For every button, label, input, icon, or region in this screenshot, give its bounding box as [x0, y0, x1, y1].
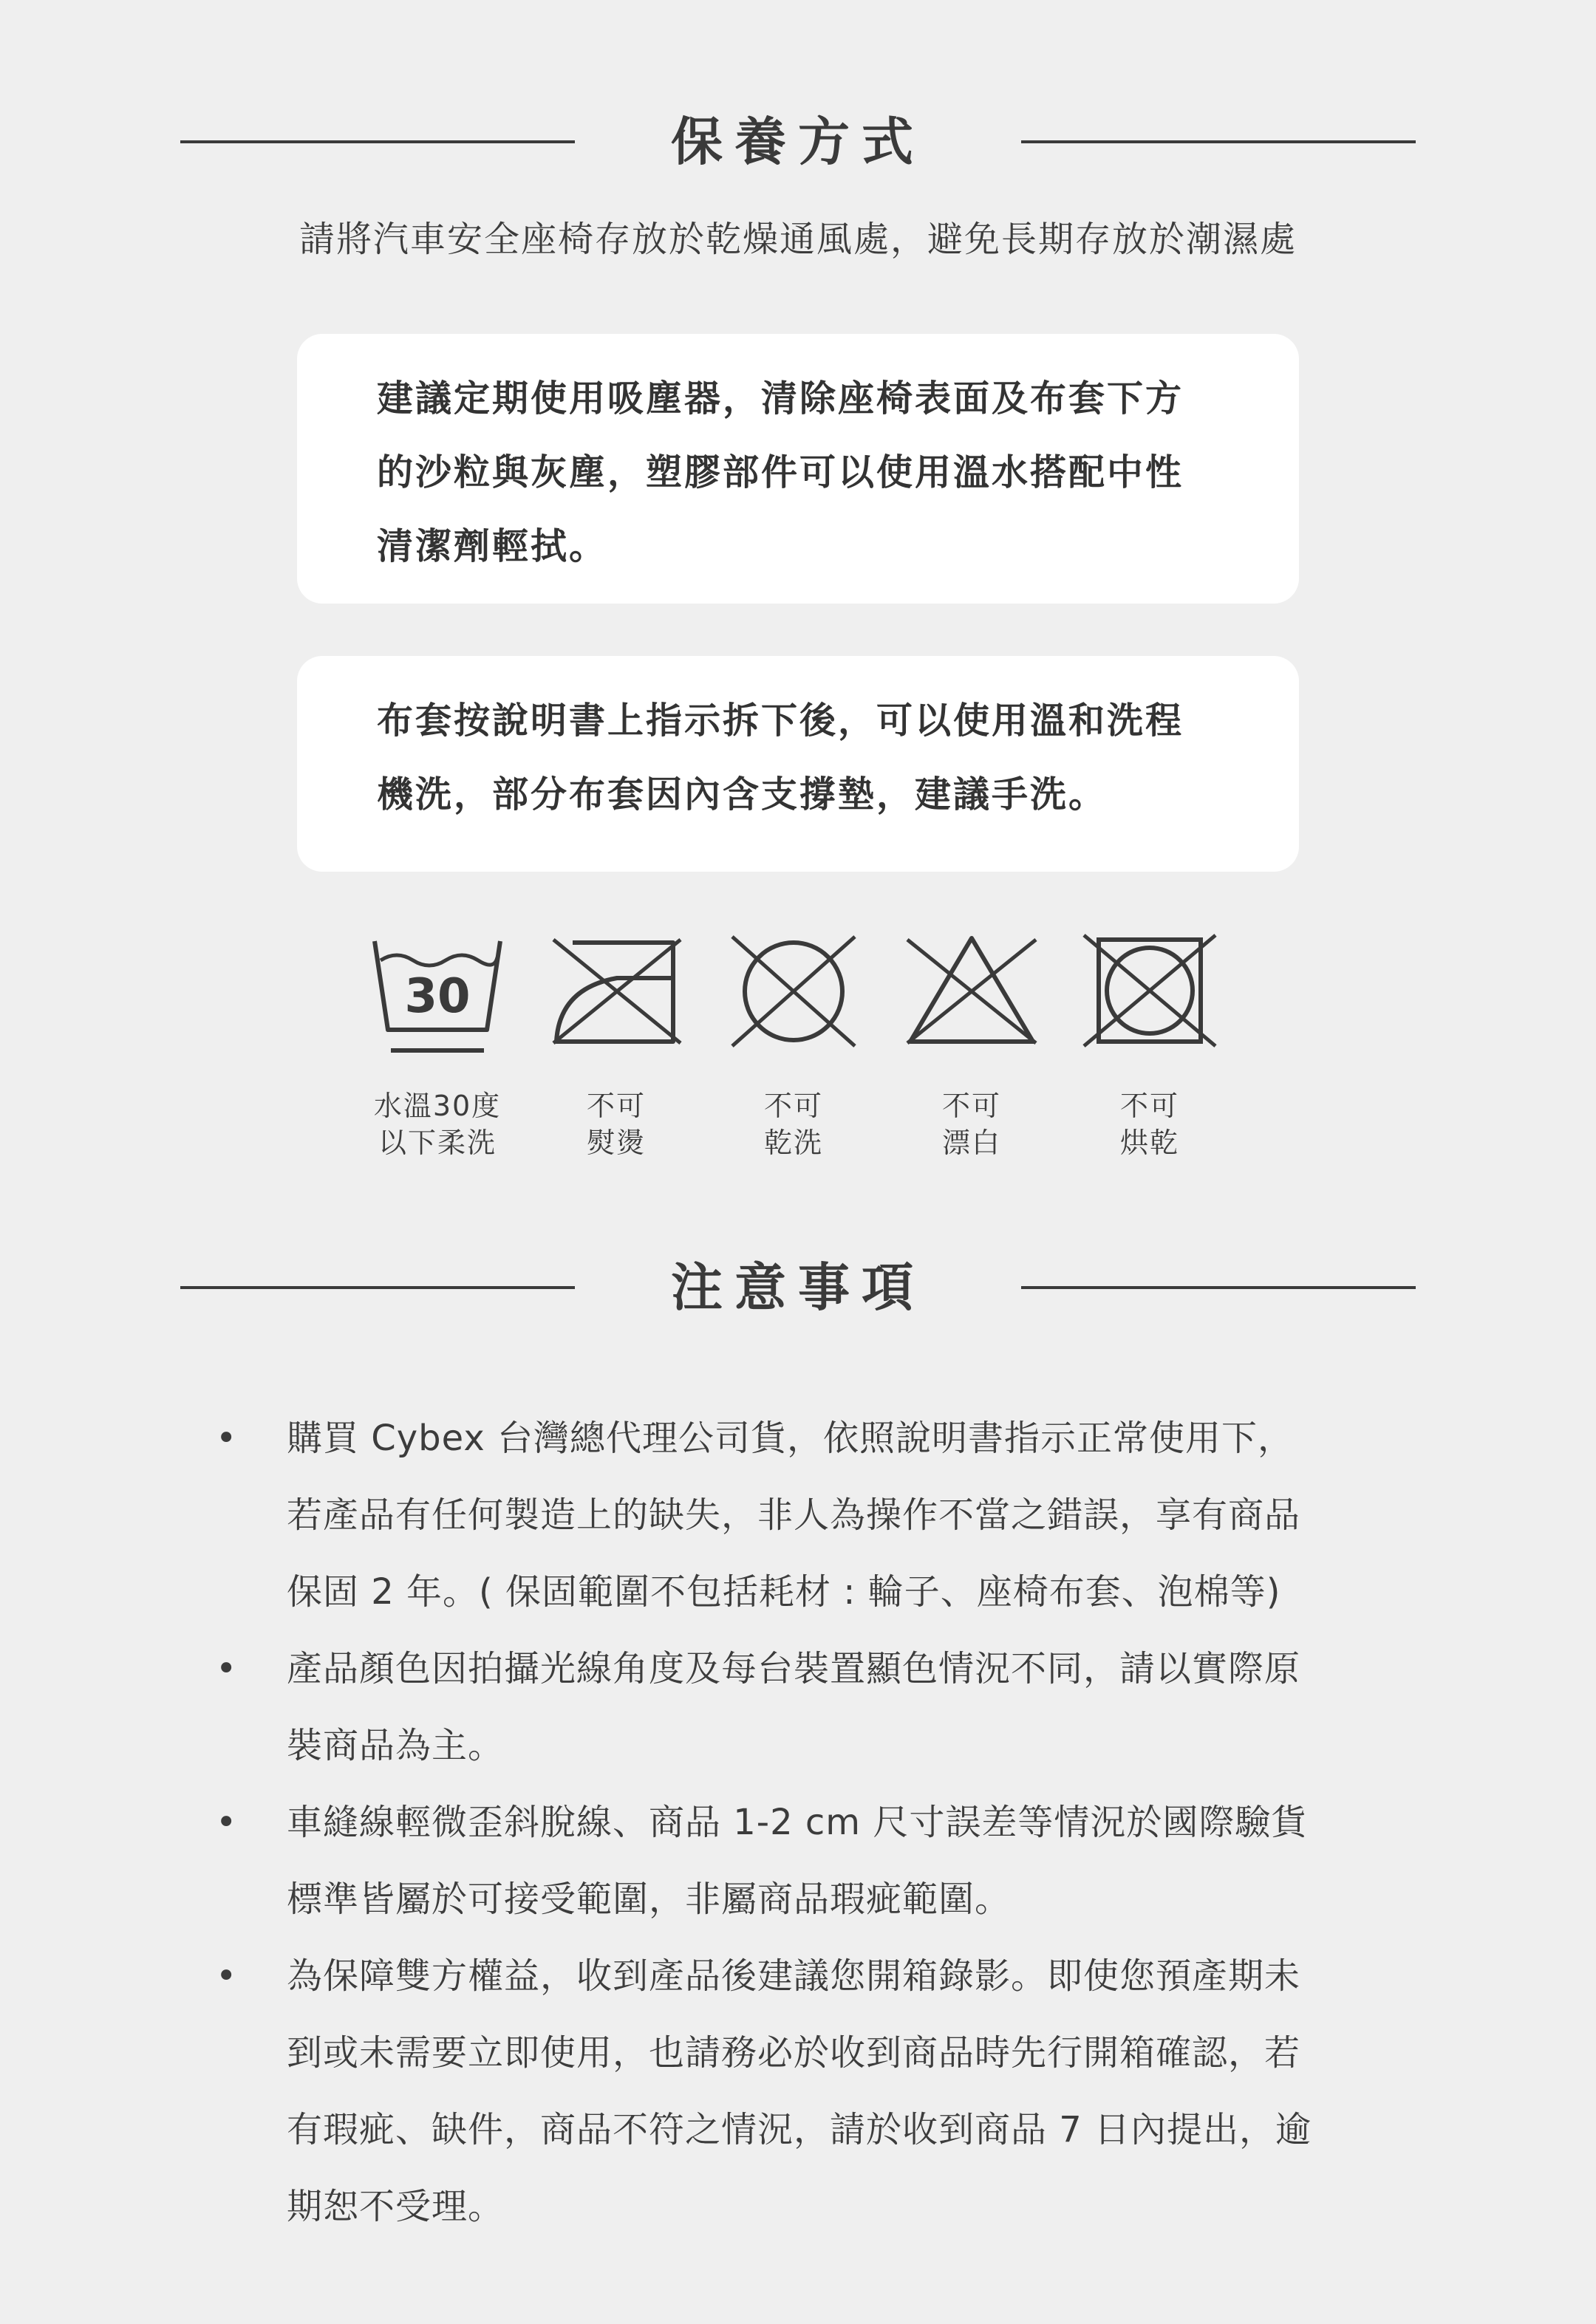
no-bleach-icon [901, 932, 1042, 1058]
notes-heading-title: 注意事項 [671, 1257, 925, 1318]
note-line: 為保障雙方權益，收到產品後建議您開箱錄影。即使您預產期未 [287, 1955, 1301, 1997]
symbol-no-iron [528, 932, 705, 1161]
note-line: 購買 Cybex 台灣總代理公司貨，依照說明書指示正常使用下， [287, 1418, 1295, 1459]
list-item [0, 1400, 1596, 1630]
symbol-label [1061, 1087, 1238, 1161]
heading-rule-right [1021, 140, 1416, 143]
symbol-label-line: 熨燙 [586, 1127, 646, 1159]
notes-list [0, 1400, 1596, 2245]
heading-rule-right [1021, 1286, 1416, 1289]
care-card-text [377, 684, 1241, 832]
list-item [0, 1784, 1596, 1938]
care-intro-text: 請將汽車安全座椅存放於乾燥通風處，避免長期存放於潮濕處 [299, 219, 1297, 260]
note-line: 產品顏色因拍攝光線角度及每台裝置顯色情況不同，請以實際原 [287, 1648, 1301, 1689]
list-item [0, 1938, 1596, 2245]
card-line: 清潔劑輕拭。 [377, 525, 608, 567]
bullet-icon: • [216, 1955, 237, 1997]
symbol-label [528, 1087, 705, 1161]
note-line: 若產品有任何製造上的缺失，非人為操作不當之錯誤，享有商品 [287, 1494, 1301, 1536]
symbol-label-line: 不可 [763, 1090, 823, 1122]
note-line: 有瑕疵、缺件，商品不符之情況，請於收到商品 7 日內提出，逾 [287, 2109, 1312, 2150]
symbol-label-line: 不可 [586, 1090, 646, 1122]
note-line: 車縫線輕微歪斜脫線、商品 1-2 cm 尺寸誤差等情況於國際驗貨 [287, 1802, 1308, 1843]
list-item [0, 1630, 1596, 1784]
symbol-no-bleach [883, 932, 1060, 1161]
notes-section-heading [0, 1251, 1596, 1325]
symbol-label-line: 以下柔洗 [378, 1127, 497, 1159]
note-line: 標準皆屬於可接受範圍，非屬商品瑕疵範圍。 [287, 1879, 1012, 1920]
bullet-icon: • [216, 1418, 237, 1459]
symbol-no-dry-clean [705, 932, 882, 1161]
card-line: 機洗，部分布套因內含支撐墊，建議手洗。 [377, 773, 1108, 816]
note-text [287, 1630, 1380, 1784]
symbol-no-tumble-dry [1061, 932, 1238, 1161]
card-line: 建議定期使用吸塵器，清除座椅表面及布套下方 [377, 377, 1184, 420]
care-card-text [377, 362, 1241, 584]
note-line: 期恕不受理。 [287, 2186, 505, 2227]
note-text [287, 1938, 1380, 2245]
symbol-label [883, 1087, 1060, 1161]
care-section-heading [0, 105, 1596, 179]
symbol-wash-30 [349, 932, 526, 1161]
symbol-label-line: 漂白 [941, 1127, 1001, 1159]
symbol-label-line: 不可 [1119, 1090, 1179, 1122]
note-line: 裝商品為主。 [287, 1725, 505, 1766]
note-text [287, 1784, 1380, 1938]
symbol-label [705, 1087, 882, 1161]
symbol-label-line: 水溫30度 [373, 1090, 502, 1122]
bullet-icon: • [216, 1648, 237, 1689]
care-symbols-row [0, 932, 1596, 1169]
card-line: 的沙粒與灰塵，塑膠部件可以使用溫水搭配中性 [377, 451, 1184, 493]
care-card-vacuum [297, 334, 1299, 604]
symbol-label-line: 乾洗 [763, 1127, 823, 1159]
wash-30-icon [367, 932, 508, 1058]
symbol-label-line: 不可 [941, 1090, 1001, 1122]
no-tumble-dry-icon [1080, 932, 1220, 1058]
no-iron-icon [546, 932, 686, 1058]
no-dry-clean-icon [723, 932, 864, 1058]
symbol-label-line: 烘乾 [1119, 1127, 1179, 1159]
care-card-washing [297, 656, 1299, 872]
symbol-label [349, 1087, 526, 1161]
wash-temperature-value: 30 [404, 969, 471, 1024]
bullet-icon: • [216, 1802, 237, 1843]
note-text [287, 1400, 1380, 1630]
care-heading-title: 保養方式 [671, 112, 925, 172]
card-line: 布套按說明書上指示拆下後，可以使用溫和洗程 [377, 700, 1184, 742]
note-line: 到或未需要立即使用，也請務必於收到商品時先行開箱確認，若 [287, 2032, 1301, 2074]
note-line: 保固 2 年。( 保固範圍不包括耗材 : 輪子、座椅布套、泡棉等) [287, 1571, 1281, 1613]
